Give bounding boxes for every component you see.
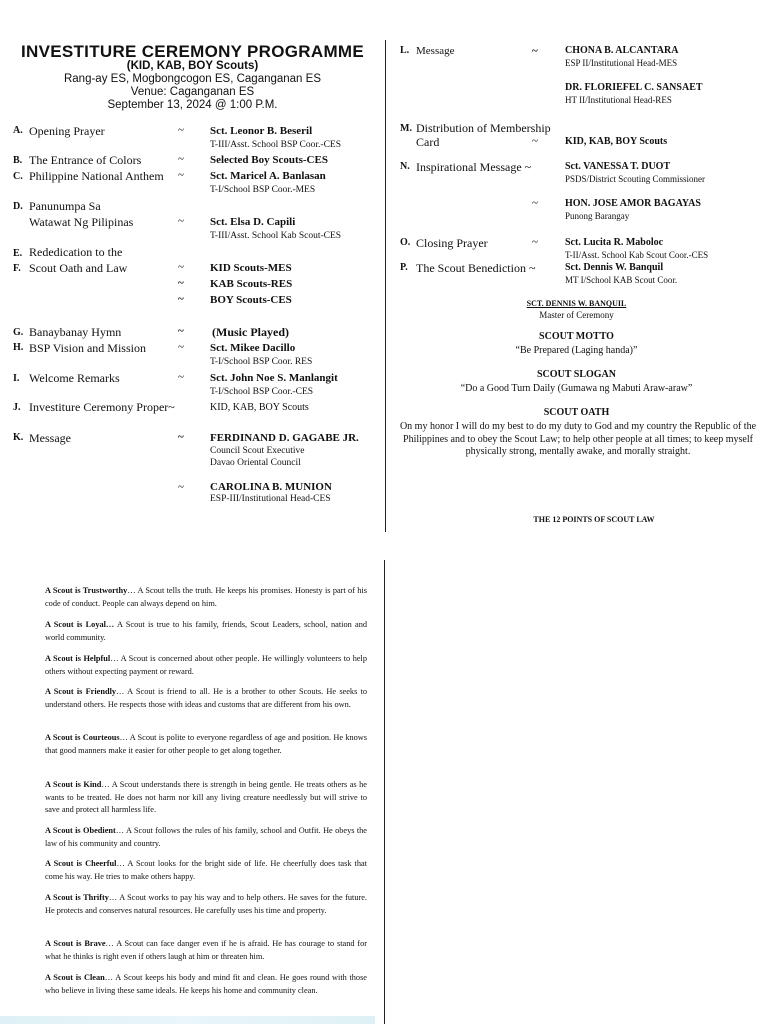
scout-law-title: A Scout is Helpful bbox=[45, 654, 111, 663]
item-tilde: ~ bbox=[178, 277, 184, 289]
scout-law-text: … A Scout understands there is strength in being gentle. He treats others as he wants to be treated. He does not harm nor kill any living creature needlessly but will strive to save and protect all harmless life. bbox=[45, 780, 367, 815]
item-name: Sct. Maricel A. Banlasan bbox=[210, 170, 326, 182]
slogan-heading: SCOUT SLOGAN bbox=[536, 369, 616, 380]
item-name: Sct. Lucita R. Maboloc bbox=[565, 237, 664, 248]
item-role: HT II/Institutional Head-RES bbox=[565, 95, 672, 105]
scout-law-text: … A Scout follows the rules of his family, school and Outfit. He obeys the law of his community and country. bbox=[45, 826, 367, 848]
item-name: KID, KAB, BOY Scouts bbox=[565, 136, 668, 147]
scout-law-text: … A Scout is concerned about other people. He willingly volunteers to help others without expecting payment or reward. bbox=[45, 654, 367, 676]
item-tilde: ~ bbox=[178, 431, 184, 443]
item-label-cont: Card bbox=[416, 135, 440, 149]
scout-law-text: … A Scout tells the truth. He keeps his promises. Honesty is part of his code of conduct. People can always depend on him. bbox=[45, 586, 367, 608]
item-tilde: ~ bbox=[178, 124, 184, 136]
item-tilde: ~ bbox=[178, 215, 184, 227]
scout-law-text: … A Scout can face danger even if he is afraid. He has courage to stand for what he thinks is right even if others laugh at him or threaten him. bbox=[45, 939, 367, 961]
scout-law-heading: THE 12 POINTS OF SCOUT LAW bbox=[533, 515, 655, 524]
item-tilde: ~ bbox=[532, 197, 538, 209]
scout-law-item bbox=[45, 619, 367, 644]
item-tilde: ~ bbox=[532, 236, 538, 248]
page-bottom-band bbox=[0, 1016, 375, 1024]
item-letter: E. bbox=[13, 248, 23, 259]
item-tilde: ~ bbox=[178, 481, 184, 493]
scout-law-text: A Scout is true to his family, friends, Scout Leaders, school, nation and world community. bbox=[45, 620, 367, 642]
item-label-cont: Watawat Ng Pilipinas bbox=[29, 215, 134, 229]
scout-law-text: … A Scout looks for the bright side of life. He cheerfully does task that come his way. He tries to make others happy. bbox=[45, 859, 367, 881]
scout-law-text: … A Scout is polite to everyone regardless of age and position. He knows that good manners make it easier for other people to get along together. bbox=[45, 733, 367, 755]
item-letter: F. bbox=[13, 263, 21, 274]
item-letter: I. bbox=[13, 373, 20, 384]
item-name: Sct. Leonor B. Beseril bbox=[210, 125, 313, 137]
oath-text: On my honor I will do my best to do my duty to God and my country the Republic of the Philippines and to obey the Scout Law; to help other people at all times; to keep myself physically strong, mentally awake, and morally straight. bbox=[399, 421, 757, 457]
item-tilde: ~ bbox=[178, 341, 184, 353]
item-role: T-I/School BSP Coor. RES bbox=[210, 357, 313, 367]
item-letter: K. bbox=[13, 432, 24, 443]
scout-law-item bbox=[45, 732, 367, 757]
item-letter: C. bbox=[13, 171, 23, 182]
item-name: Selected Boy Scouts-CES bbox=[210, 154, 328, 166]
item-name: DR. FLORIEFEL C. SANSAET bbox=[565, 82, 703, 93]
item-role: T-III/Asst. School BSP Coor.-CES bbox=[210, 140, 341, 150]
scout-law-item bbox=[45, 779, 367, 817]
item-label: The Entrance of Colors bbox=[29, 153, 142, 167]
item-tilde: ~ bbox=[178, 169, 184, 181]
item-tilde: ~ bbox=[178, 325, 184, 337]
venue-line: Venue: Caganganan ES bbox=[130, 86, 255, 98]
item-letter: L. bbox=[400, 45, 410, 56]
item-letter: D. bbox=[13, 201, 23, 212]
motto-heading: SCOUT MOTTO bbox=[539, 331, 614, 342]
item-role: Punong Barangay bbox=[565, 211, 630, 221]
item-name: Sct. VANESSA T. DUOT bbox=[565, 161, 671, 172]
item-tilde: ~ bbox=[178, 371, 184, 383]
item-name: Sct. Elsa D. Capili bbox=[210, 216, 296, 228]
slogan-text: “Do a Good Turn Daily (Gumawa ng Mabuti Araw-araw” bbox=[460, 383, 693, 394]
scout-law-title: A Scout is Brave bbox=[45, 939, 106, 948]
item-letter: M. bbox=[400, 123, 412, 134]
item-letter: J. bbox=[13, 402, 21, 413]
scout-law-item bbox=[45, 972, 367, 997]
item-name: FERDINAND D. GAGABE JR. bbox=[210, 432, 359, 444]
item-label: BSP Vision and Mission bbox=[29, 341, 146, 355]
item-letter: N. bbox=[400, 161, 410, 172]
item-name: Sct. John Noe S. Manlangit bbox=[210, 372, 338, 384]
item-role: Council Scout Executive bbox=[210, 446, 305, 456]
item-label: Opening Prayer bbox=[29, 124, 105, 138]
date-line: September 13, 2024 @ 1:00 P.M. bbox=[107, 99, 278, 111]
scout-law-title: A Scout is Cheerful bbox=[45, 859, 117, 868]
item-role: T-I/School BSP Coor.-CES bbox=[210, 387, 314, 397]
scout-law-item bbox=[45, 858, 367, 883]
item-letter: P. bbox=[400, 262, 408, 273]
item-letter: A. bbox=[13, 125, 23, 136]
scout-law-item bbox=[45, 938, 367, 963]
item-label: The Scout Benediction ~ bbox=[416, 261, 536, 275]
scout-law-item bbox=[45, 585, 367, 610]
item-label: Philippine National Anthem bbox=[29, 169, 164, 183]
scout-law-title: A Scout is Clean bbox=[45, 973, 105, 982]
scout-law-item bbox=[45, 686, 367, 711]
scout-law-text: … A Scout is friend to all. He is a brother to other Scouts. He seeks to understand others. He respects those with ideas and customs that are different from his own. bbox=[45, 687, 367, 709]
item-label: Distribution of Membership bbox=[416, 121, 551, 135]
item-name: KID Scouts-MES bbox=[210, 262, 292, 274]
column-divider bbox=[385, 40, 386, 532]
item-label: Banaybanay Hymn bbox=[29, 325, 122, 339]
item-label: Message bbox=[416, 45, 455, 57]
item-label: Scout Oath and Law bbox=[29, 261, 128, 275]
item-tilde: ~ bbox=[178, 261, 184, 273]
item-role: Davao Oriental Council bbox=[210, 458, 301, 468]
item-role: ESP-III/Institutional Head-CES bbox=[210, 494, 331, 504]
item-name: Sct. Dennis W. Banquil bbox=[565, 262, 664, 273]
scout-law-title: A Scout is Friendly bbox=[45, 687, 117, 696]
page-title: INVESTITURE CEREMONY PROGRAMME bbox=[20, 42, 365, 61]
item-letter: G. bbox=[13, 327, 24, 338]
scout-law-text: … A Scout keeps his body and mind fit and clean. He goes round with those who believe in living these same ideals. He keeps his home and community clean. bbox=[45, 973, 367, 995]
scout-law-title: A Scout is Thrifty bbox=[45, 893, 109, 902]
scout-law-title: A Scout is Obedient bbox=[45, 826, 116, 835]
column-divider-lower bbox=[384, 560, 385, 1024]
motto-text: “Be Prepared (Laging handa)” bbox=[515, 345, 638, 356]
item-label: Closing Prayer bbox=[416, 236, 488, 250]
item-name: (Music Played) bbox=[212, 325, 289, 339]
scout-law-title: A Scout is Courteous bbox=[45, 733, 120, 742]
item-name: HON. JOSE AMOR BAGAYAS bbox=[565, 198, 701, 209]
scout-law-item bbox=[45, 892, 367, 917]
item-label: Investiture Ceremony Proper~ bbox=[29, 400, 175, 414]
scout-law-text: … A Scout works to pay his way and to help others. He saves for the future. He protects and conserves natural resources. He carefully uses his time and property. bbox=[45, 893, 367, 915]
oath-heading: SCOUT OATH bbox=[543, 407, 610, 418]
item-label: Message bbox=[29, 431, 71, 445]
item-name: Sct. Mikee Dacillo bbox=[210, 342, 296, 354]
item-name: CAROLINA B. MUNION bbox=[210, 481, 332, 493]
scout-law-title: A Scout is Kind bbox=[45, 780, 102, 789]
item-role: ESP II/Institutional Head-MES bbox=[565, 58, 678, 68]
item-name: BOY Scouts-CES bbox=[210, 294, 292, 306]
item-label: Rededication to the bbox=[29, 245, 123, 259]
item-name: CHONA B. ALCANTARA bbox=[565, 45, 679, 56]
scout-law-title: A Scout is Trustworthy bbox=[45, 586, 128, 595]
item-role: T-I/School BSP Coor.-MES bbox=[210, 185, 316, 195]
item-label: Panunumpa Sa bbox=[29, 199, 101, 213]
page-subtitle: (KID, KAB, BOY Scouts) bbox=[126, 60, 259, 72]
item-letter: H. bbox=[13, 342, 24, 353]
item-tilde: ~ bbox=[532, 135, 538, 147]
scout-law-title: A Scout is Loyal… bbox=[45, 620, 115, 629]
item-tilde: ~ bbox=[178, 293, 184, 305]
item-name: KAB Scouts-RES bbox=[210, 278, 293, 290]
item-role: T-III/Asst. School Kab Scout-CES bbox=[210, 231, 342, 241]
item-letter: O. bbox=[400, 237, 411, 248]
item-role: MT I/School KAB Scout Coor. bbox=[565, 275, 678, 285]
schools-line: Rang-ay ES, Mogbongcogon ES, Caganganan ES bbox=[63, 73, 321, 85]
item-label: Welcome Remarks bbox=[29, 371, 120, 385]
master-role: Master of Ceremony bbox=[539, 310, 614, 320]
item-label: Inspirational Message ~ bbox=[416, 160, 532, 174]
item-role: T-II/Asst. School Kab Scout Coor.-CES bbox=[565, 250, 709, 260]
item-letter: B. bbox=[13, 155, 23, 166]
item-tilde: ~ bbox=[532, 45, 538, 57]
item-role: KID, KAB, BOY Scouts bbox=[210, 402, 309, 413]
scout-law-item bbox=[45, 825, 367, 850]
item-role: PSDS/District Scouting Commissioner bbox=[565, 174, 706, 184]
scout-law-item bbox=[45, 653, 367, 678]
master-name: SCT. DENNIS W. BANQUIL bbox=[526, 299, 627, 308]
item-tilde: ~ bbox=[178, 153, 184, 165]
